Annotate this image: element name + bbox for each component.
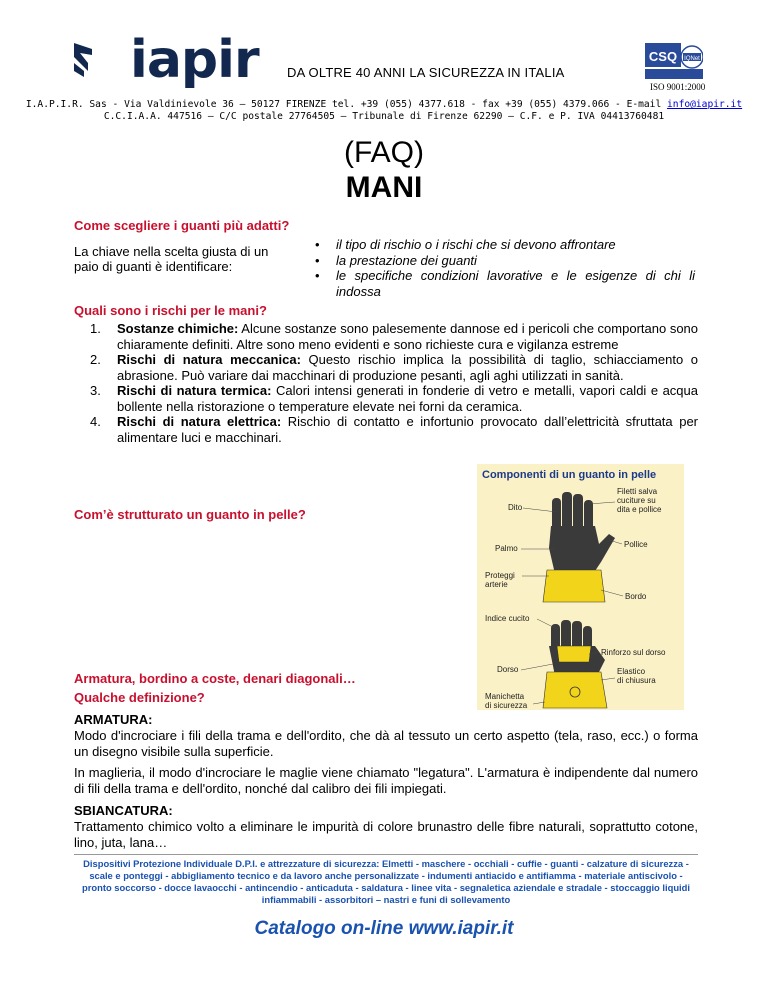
- tagline: DA OLTRE 40 ANNI LA SICUREZZA IN ITALIA: [287, 65, 565, 80]
- label-filetti-2: cuciture su: [617, 496, 656, 505]
- definition-text-sbiancatura: Trattamento chimico volto a eliminare le impurità di colore brunastro delle fibre naturali, soprattutto cotone, lino, juta, lana…: [74, 819, 698, 850]
- company-address-line-1: [0, 99, 768, 111]
- risk-title: Rischi di natura termica:: [117, 383, 272, 398]
- risk-text: Questo rischio implica la possibilità di taglio, schiacciamento o abrasione. Può variare dai macchinari di produzione pesanti, agli aghi utilizzati in sanità.: [117, 352, 699, 383]
- risk-title: Rischi di natura meccanica:: [117, 352, 301, 367]
- risk-text: Alcune sostanze sono palesemente dannose ed i pericoli che comportano sono chiaramente definiti. Altre sono meno evidenti e sono richieste cura e vigilanza estreme: [117, 321, 699, 352]
- label-pollice: Pollice: [624, 540, 648, 549]
- email-link[interactable]: info@iapir.it: [667, 99, 743, 110]
- label-indice: Indice cucito: [485, 614, 530, 623]
- label-palmo: Palmo: [495, 544, 518, 553]
- logo-text: iapir: [130, 30, 259, 90]
- footer-products-list: Dispositivi Protezione Individuale D.P.I. e attrezzature di sicurezza: Elmetti - maschere - occhiali - cuffie - guanti - calzature di sicurezza - scale e ponteggi - abbigliamento tecnico e da lavoro anche personalizzate - indumenti antiacido e antifiamma - materiale antiscivolo - pronto soccorso - docce lavaocchi - antincendio - anticaduta - saldatura - linee vita - segnaletica aziendale e stradale - stoccaggio liquidi infiammabili - assorbitori – nastri e funi di sollevamento: [82, 858, 690, 905]
- selection-criteria-list: [315, 237, 695, 299]
- page-title-mani: MANI: [345, 171, 423, 204]
- label-elastico-1: Elastico: [617, 667, 646, 676]
- logo-mark-icon: [72, 41, 94, 79]
- company-address-line-2: C.C.I.A.A. 447516 – C/C postale 27764505 – Tribunale di Firenze 62290 – C.F. e P. IVA 04413760481: [103, 111, 665, 122]
- label-filetti-1: Filetti salva: [617, 487, 658, 496]
- label-dorso: Dorso: [497, 665, 519, 674]
- leather-glove-components-figure: [477, 464, 684, 710]
- address-text: I.A.P.I.R. Sas - Via Valdinievole 36 – 50127 FIRENZE tel. +39 (055) 4377.618 - fax +39 (055) 4379.066 - E-mail: [25, 99, 668, 110]
- label-proteggi-2: arterie: [485, 580, 508, 589]
- label-proteggi-1: Proteggi: [485, 571, 515, 580]
- label-filetti-3: dita e pollice: [617, 505, 662, 514]
- iqnet-badge-text: IQNet: [684, 56, 700, 62]
- definition-text-armatura: Modo d'incrociare i fili della trama e dell'ordito, che dà al tessuto un certo aspetto (tela, raso, ecc.) o forma un disegno visibile sulla superficie.: [74, 728, 698, 759]
- footer-divider: [74, 854, 698, 855]
- list-item: • il tipo di rischio o i rischi che si devono affrontare: [315, 237, 695, 253]
- question-heading-leather-glove: Com’è strutturato un guanto in pelle?: [74, 507, 306, 522]
- list-item: • la prestazione dei guanti: [315, 253, 695, 269]
- risk-text: Calori intensi generati in fonderie di vetro e metalli, vapori caldi e acqua bollente nella ristorazione o temperature elevate nei forni da ceramica.: [117, 383, 698, 414]
- question-heading-choose-gloves: Come scegliere i guanti più adatti?: [74, 218, 290, 233]
- label-bordo: Bordo: [625, 592, 647, 601]
- risks-list: [90, 321, 698, 445]
- question-heading-definitions: Armatura, bordino a coste, denari diagonali… Qualche definizione?: [74, 671, 356, 705]
- list-item: 4. Rischi di natura elettrica: Rischio di contatto e infortunio provocato dall’elettricità sfruttata per alimentare luci e macchinari.: [90, 414, 699, 445]
- definition-text-maglieria: In maglieria, il modo d'incrociare le maglie viene chiamato "legatura". L'armatura è indipendente dal numero di fili della trama e dell'ordito, nonché dal calibro dei fili impiegati.: [74, 765, 698, 796]
- label-dito: Dito: [508, 503, 523, 512]
- label-manichetta-1: Manichetta: [485, 692, 525, 701]
- intro-text: La chiave nella scelta giusta di un paio di guanti è identificare:: [74, 244, 269, 274]
- risk-title: Rischi di natura elettrica:: [117, 414, 282, 429]
- definition-heading-armatura: ARMATURA:: [74, 712, 153, 727]
- iso-certification-text: ISO 9001:2000: [650, 82, 706, 92]
- list-item: 3. Rischi di natura termica: Calori intensi generati in fonderie di vetro e metalli, vapori caldi e acqua bollente nella ristorazione o temperature elevate nei forni da ceramica.: [90, 383, 698, 414]
- label-rinforzo: Rinforzo sul dorso: [601, 648, 666, 657]
- question-heading-hand-risks: Quali sono i rischi per le mani?: [74, 303, 267, 318]
- label-manichetta-2: di sicurezza: [485, 701, 528, 710]
- label-elastico-2: di chiusura: [617, 676, 656, 685]
- risk-text: Rischio di contatto e infortunio provocato dall’elettricità sfruttata per alimentare luci e macchinari.: [117, 414, 699, 445]
- list-item: • le specifiche condizioni lavorative e le esigenze di chi li indossa: [315, 268, 695, 299]
- risk-title: Sostanze chimiche:: [117, 321, 239, 336]
- csq-certification-logo: [645, 39, 703, 81]
- definition-heading-sbiancatura: SBIANCATURA:: [74, 803, 173, 818]
- list-item: 2. Rischi di natura meccanica: Questo rischio implica la possibilità di taglio, schiacciamento o abrasione. Può variare dai macchinari di produzione pesanti, agli aghi utilizzati in sanità.: [90, 352, 699, 383]
- figure-title: Componenti di un guanto in pelle: [482, 469, 657, 481]
- page-title-faq: (FAQ): [344, 136, 424, 169]
- list-item: 1. Sostanze chimiche: Alcune sostanze sono palesemente dannose ed i pericoli che comportano sono chiaramente definiti. Altre sono meno evidenti e sono richieste cura e vigilanza estreme: [90, 321, 699, 352]
- catalog-link[interactable]: Catalogo on-line www.iapir.it: [254, 918, 514, 939]
- csq-badge-text: CSQ: [648, 49, 678, 64]
